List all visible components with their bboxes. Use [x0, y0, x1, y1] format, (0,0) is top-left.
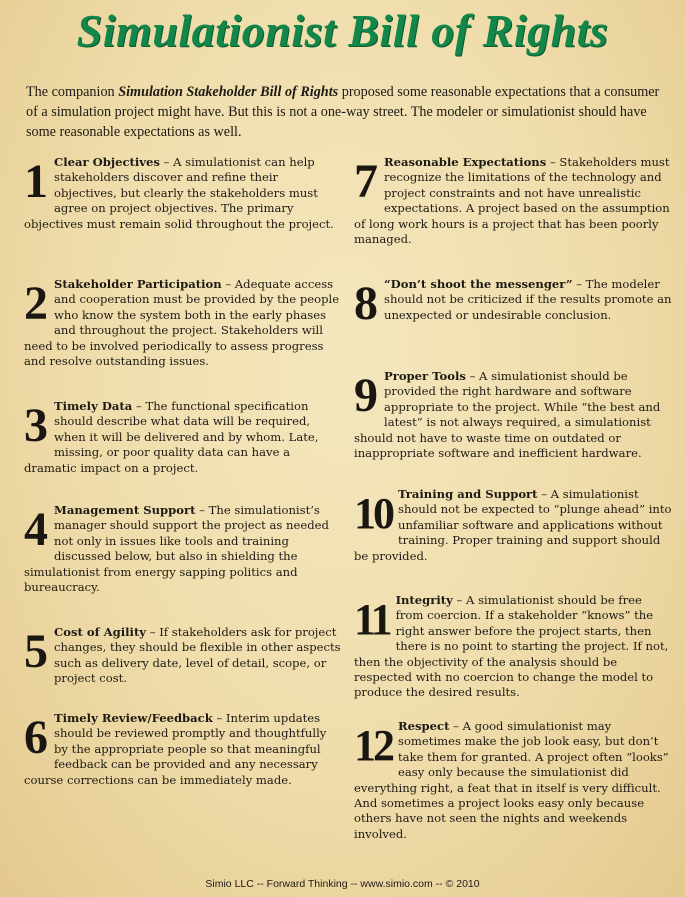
right-item-11 [354, 593, 672, 719]
item-number: 7 [354, 155, 378, 208]
intro-paragraph [26, 82, 662, 142]
item-body: – A simulationist should be provided the right hardware and software appropriate to the project. While “the best and latest” is not always required, a simulationist should not have to waste time on outdated or inappropriate software and inefficient hardware. [354, 369, 661, 461]
right-item-3 [24, 399, 342, 503]
item-body: – If stakeholders ask for project changes, they should be flexible in other aspects such as delivery date, level of detail, scope, or project cost. [54, 625, 341, 686]
item-number: 6 [24, 711, 48, 764]
item-heading: “Don’t shoot the messenger” [384, 277, 573, 291]
item-number: 2 [24, 277, 48, 330]
item-heading: Reasonable Expectations [384, 155, 547, 169]
right-item-8 [354, 277, 672, 369]
item-heading: Timely Data [54, 399, 133, 413]
item-number: 9 [354, 369, 378, 422]
item-number: 12 [354, 721, 392, 770]
item-heading: Clear Objectives [54, 155, 160, 169]
right-item-12 [354, 719, 672, 842]
right-column [354, 155, 672, 842]
item-number: 1 [24, 155, 48, 208]
item-body: – Adequate access and cooperation must be provided by the people who know the system both in the early phases and throughout the project. Stakeholders will need to be involved periodically to assess progress and resolve outstanding issues. [24, 277, 340, 369]
right-item-9 [354, 369, 672, 487]
item-number: 3 [24, 399, 48, 452]
item-body: – The functional specification should describe what data will be required, when it will be delivered and by whom. Late, missing, or poor quality data can have a dramatic impact on a project. [24, 399, 319, 475]
item-body: – The modeler should not be criticized if the results promote an unexpected or undesirable conclusion. [384, 277, 672, 322]
right-item-2 [24, 277, 342, 399]
right-item-6 [24, 711, 342, 788]
item-body: – The simulationist’s manager should support the project as needed not only in issues like tools and training discussed below, but also in shielding the simulationist from energy sapping politics and bureaucracy. [24, 503, 329, 595]
item-heading: Integrity [395, 593, 453, 607]
item-heading: Proper Tools [384, 369, 466, 383]
item-number: 10 [354, 489, 392, 538]
left-column [24, 155, 342, 788]
intro-before: The companion [26, 84, 119, 100]
item-heading: Respect [398, 719, 450, 733]
item-heading: Management Support [54, 503, 196, 517]
right-item-10 [354, 487, 672, 593]
right-item-4 [24, 503, 342, 625]
right-item-1 [24, 155, 342, 277]
item-heading: Cost of Agility [54, 625, 147, 639]
item-number: 5 [24, 625, 48, 678]
item-body: – Stakeholders must recognize the limitations of the technology and project constraints and not have unrealistic expectations. A project based on the assumption of long work hours is a project that has been poorly managed. [354, 155, 670, 247]
item-number: 8 [354, 277, 378, 330]
item-number: 11 [354, 595, 390, 644]
footer: Simio LLC -- Forward Thinking -- www.simio.com -- © 2010 [205, 878, 480, 890]
intro-after: proposed some reasonable expectations that a consumer of a simulation project might have. But this is not a one-way street. The modeler or simulationist should have some reasonable expectations as well. [26, 84, 660, 140]
right-item-5 [24, 625, 342, 711]
item-heading: Training and Support [398, 487, 538, 501]
item-heading: Stakeholder Participation [54, 277, 222, 291]
intro-emphasis: Simulation Stakeholder Bill of Rights [118, 84, 339, 100]
item-heading: Timely Review/Feedback [54, 711, 213, 725]
item-body: – A simulationist should not be expected to “plunge ahead” into unfamiliar software and applications without training. Proper training and support should be provided. [354, 487, 672, 563]
item-body: – A good simulationist may sometimes make the job look easy, but don’t take them for granted. A project often “looks” easy only because the simulationist did everything right, a feat that in itself is very difficult. And sometimes a project looks easy only because others have not seen the nights and weekends involved. [354, 719, 669, 841]
item-number: 4 [24, 503, 48, 556]
item-body: – A simulationist should be free from coercion. If a stakeholder “knows” the right answer before the project starts, then there is no point to starting the project. If not, then the objectivity of the analysis should be respected with no coercion to change the model to produce the desired results. [354, 593, 669, 700]
page-title: Simulationist Bill of Rights [76, 5, 609, 56]
item-body: – Interim updates should be reviewed promptly and thoughtfully by the appropriate people so that meaningful feedback can be provided and any necessary course corrections can be immediately made. [24, 711, 327, 787]
item-body: – A simulationist can help stakeholders discover and refine their objectives, but clearly the stakeholders must agree on project objectives. The primary objectives must remain solid throughout the project. [24, 155, 334, 231]
right-item-7 [354, 155, 672, 277]
